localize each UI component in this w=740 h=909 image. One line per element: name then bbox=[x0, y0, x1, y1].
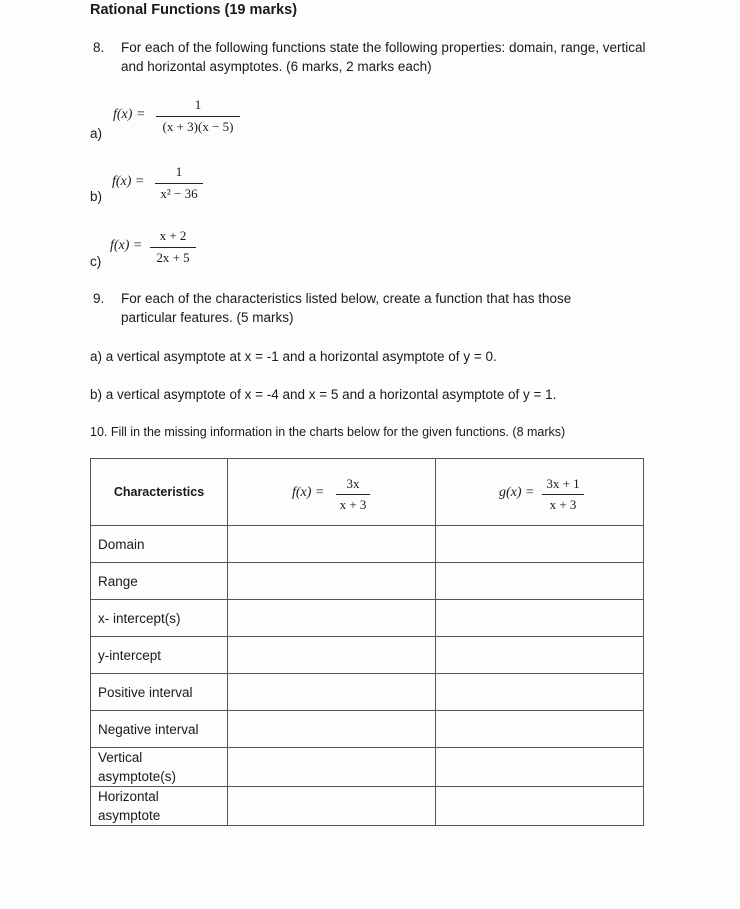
cell-f-negative-interval[interactable] bbox=[228, 711, 436, 748]
page-title: Rational Functions (19 marks) bbox=[90, 2, 298, 18]
row-label-negative-interval: Negative interval bbox=[91, 711, 228, 748]
cell-g-y-intercept[interactable] bbox=[436, 637, 644, 674]
table-row bbox=[91, 711, 644, 748]
function-f-fraction-bar bbox=[336, 494, 370, 495]
row-label-x-intercepts: x- intercept(s) bbox=[91, 600, 228, 637]
function-f-lhs: f(x) = bbox=[292, 485, 325, 500]
question-8 bbox=[93, 38, 653, 76]
cell-g-vertical-asymptotes[interactable] bbox=[436, 748, 644, 787]
row-label-range: Range bbox=[91, 563, 228, 600]
question-8-number: 8. bbox=[93, 40, 105, 55]
part-8b-numerator: 1 bbox=[175, 164, 183, 179]
question-9 bbox=[93, 289, 623, 327]
table-row bbox=[91, 674, 644, 711]
cell-f-range[interactable] bbox=[228, 563, 436, 600]
function-g-lhs: g(x) = bbox=[499, 485, 535, 500]
characteristics-table bbox=[90, 458, 644, 826]
question-9-text: For each of the characteristics listed below, create a function that has those particular features. (5 marks) bbox=[121, 291, 572, 325]
cell-g-horizontal-asymptote[interactable] bbox=[436, 787, 644, 826]
part-8a-lhs: f(x) = bbox=[113, 107, 146, 122]
cell-g-x-intercepts[interactable] bbox=[436, 600, 644, 637]
part-8c-denominator: 2x + 5 bbox=[156, 250, 190, 265]
row-label-y-intercept: y-intercept bbox=[91, 637, 228, 674]
table-row bbox=[91, 787, 644, 826]
cell-g-range[interactable] bbox=[436, 563, 644, 600]
part-8a-label: a) bbox=[90, 126, 103, 141]
table-row bbox=[91, 600, 644, 637]
question-8-text: For each of the following functions state the following properties: domain, range, vertical and horizontal asymptotes. (6 marks, 2 marks each) bbox=[121, 40, 646, 74]
table-header-row bbox=[91, 459, 644, 526]
question-9-number: 9. bbox=[93, 291, 105, 306]
part-8a-denominator: (x + 3)(x − 5) bbox=[162, 119, 234, 134]
function-f-numerator: 3x bbox=[346, 476, 360, 491]
part-8b-lhs: f(x) = bbox=[112, 174, 145, 189]
row-label-vertical-asymptotes: Vertical asymptote(s) bbox=[91, 748, 228, 787]
table-row bbox=[91, 526, 644, 563]
cell-f-domain[interactable] bbox=[228, 526, 436, 563]
part-8b-label: b) bbox=[90, 189, 103, 204]
row-label-horizontal-asymptote: Horizontal asymptote bbox=[91, 787, 228, 826]
function-g-header bbox=[436, 459, 644, 526]
part-8a-fraction-bar bbox=[156, 116, 240, 117]
cell-g-negative-interval[interactable] bbox=[436, 711, 644, 748]
function-g-fraction-bar bbox=[542, 494, 584, 495]
cell-f-positive-interval[interactable] bbox=[228, 674, 436, 711]
table-row bbox=[91, 748, 644, 787]
question-10-text: 10. Fill in the missing information in the charts below for the given functions. (8 marks) bbox=[90, 425, 566, 439]
function-g-numerator: 3x + 1 bbox=[546, 476, 580, 491]
cell-g-positive-interval[interactable] bbox=[436, 674, 644, 711]
question-9b: b) a vertical asymptote of x = -4 and x = 5 and a horizontal asymptote of y = 1. bbox=[90, 387, 557, 402]
function-f-denominator: x + 3 bbox=[339, 497, 367, 512]
table-row bbox=[91, 563, 644, 600]
part-8c-label: c) bbox=[90, 254, 102, 269]
function-g-denominator: x + 3 bbox=[549, 497, 577, 512]
part-8b-denominator: x² − 36 bbox=[160, 186, 198, 201]
cell-f-y-intercept[interactable] bbox=[228, 637, 436, 674]
cell-f-vertical-asymptotes[interactable] bbox=[228, 748, 436, 787]
cell-g-domain[interactable] bbox=[436, 526, 644, 563]
characteristics-header: Characteristics bbox=[91, 459, 228, 526]
part-8a-numerator: 1 bbox=[194, 97, 202, 112]
part-8c-lhs: f(x) = bbox=[110, 238, 143, 253]
part-8b-fraction-bar bbox=[155, 183, 203, 184]
row-label-domain: Domain bbox=[91, 526, 228, 563]
question-9a: a) a vertical asymptote at x = -1 and a horizontal asymptote of y = 0. bbox=[90, 349, 497, 364]
table-row bbox=[91, 637, 644, 674]
cell-f-horizontal-asymptote[interactable] bbox=[228, 787, 436, 826]
row-label-positive-interval: Positive interval bbox=[91, 674, 228, 711]
part-8c-fraction-bar bbox=[150, 247, 196, 248]
function-f-header bbox=[228, 459, 436, 526]
cell-f-x-intercepts[interactable] bbox=[228, 600, 436, 637]
part-8c-numerator: x + 2 bbox=[159, 228, 187, 243]
